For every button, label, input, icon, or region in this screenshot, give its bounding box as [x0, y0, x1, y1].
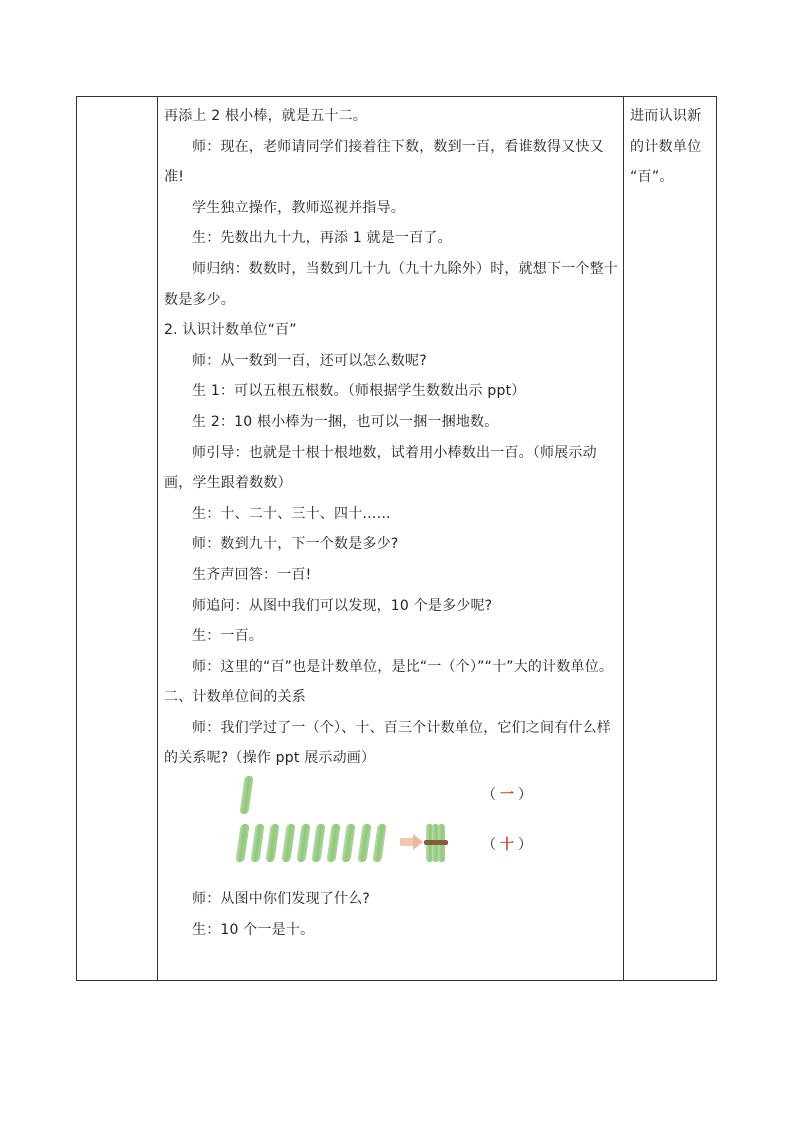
column-divider-right — [623, 97, 624, 980]
stick-image — [342, 824, 356, 862]
lesson-content — [164, 101, 619, 945]
lesson-table — [76, 96, 717, 981]
stick-image — [357, 824, 371, 862]
single-stick-image — [239, 776, 253, 814]
text-line: 生：先数出九十九，再添 1 就是一百了。 — [192, 230, 452, 247]
side-note-line: “百”。 — [630, 169, 674, 186]
stick-image — [296, 824, 310, 862]
text-line: 学生独立操作，教师巡视并指导。 — [192, 199, 405, 216]
text-line: 师：现在，老师请同学们接着往下数，数到一百，看谁数得又快又准! — [164, 138, 604, 186]
stick-image — [281, 824, 295, 862]
stick-image — [311, 824, 325, 862]
stick-image — [372, 824, 386, 862]
section-heading: 2. 认识计数单位“百” — [164, 322, 297, 339]
section-heading: 二、计数单位间的关系 — [164, 689, 306, 706]
side-note-line: 的计数单位 — [630, 138, 702, 155]
column-divider-left — [157, 97, 158, 980]
text-line: 生 2：10 根小棒为一捆，也可以一捆一捆地数。 — [192, 413, 499, 430]
side-note — [630, 101, 716, 193]
text-line: 师归纳：数数时，当数到几十九（九十九除外）时，就想下一个整十数是多少。 — [164, 260, 618, 308]
arrow-head-icon — [413, 834, 423, 850]
arrow-icon — [400, 838, 414, 846]
text-line: 再添上 2 根小棒，就是五十二。 — [164, 108, 368, 124]
stick-image — [235, 824, 249, 862]
unit-label-ten: （十） — [482, 837, 536, 854]
text-line: 生：十、二十、三十、四十…… — [192, 505, 391, 522]
text-line: 生：一百。 — [192, 628, 263, 645]
stick-image — [251, 824, 265, 862]
text-line: 生 1：可以五根五根数。（师根据学生数数出示 ppt） — [192, 383, 526, 400]
text-line: 师引导：也就是十根十根地数，试着用小棒数出一百。（师展示动画，学生跟着数数） — [164, 444, 597, 492]
unit-label-one: （一） — [482, 787, 536, 804]
text-line: 师：从一数到一百，还可以怎么数呢? — [192, 352, 427, 369]
text-line: 师：数到九十，下一个数是多少? — [192, 536, 399, 553]
text-line: 师追问：从图中我们可以发现，10 个是多少呢? — [192, 597, 493, 614]
stick-image — [327, 824, 341, 862]
text-line: 生齐声回答：一百! — [192, 566, 312, 583]
stick-bundle-image — [426, 824, 446, 862]
text-line: 师：从图中你们发现了什么? — [192, 891, 371, 908]
side-note-line: 进而认识新 — [630, 108, 702, 124]
stick-image — [266, 824, 280, 862]
text-line: 师：我们学过了一（个）、十、百三个计数单位，它们之间有什么样的关系呢?（操作 ppt 展示动画） — [164, 719, 611, 767]
text-line: 师：这里的“百”也是计数单位，是比“一（个）”“十”大的计数单位。 — [192, 658, 614, 675]
text-line: 生：10 个一是十。 — [192, 921, 315, 938]
counting-sticks-figure — [164, 774, 619, 884]
